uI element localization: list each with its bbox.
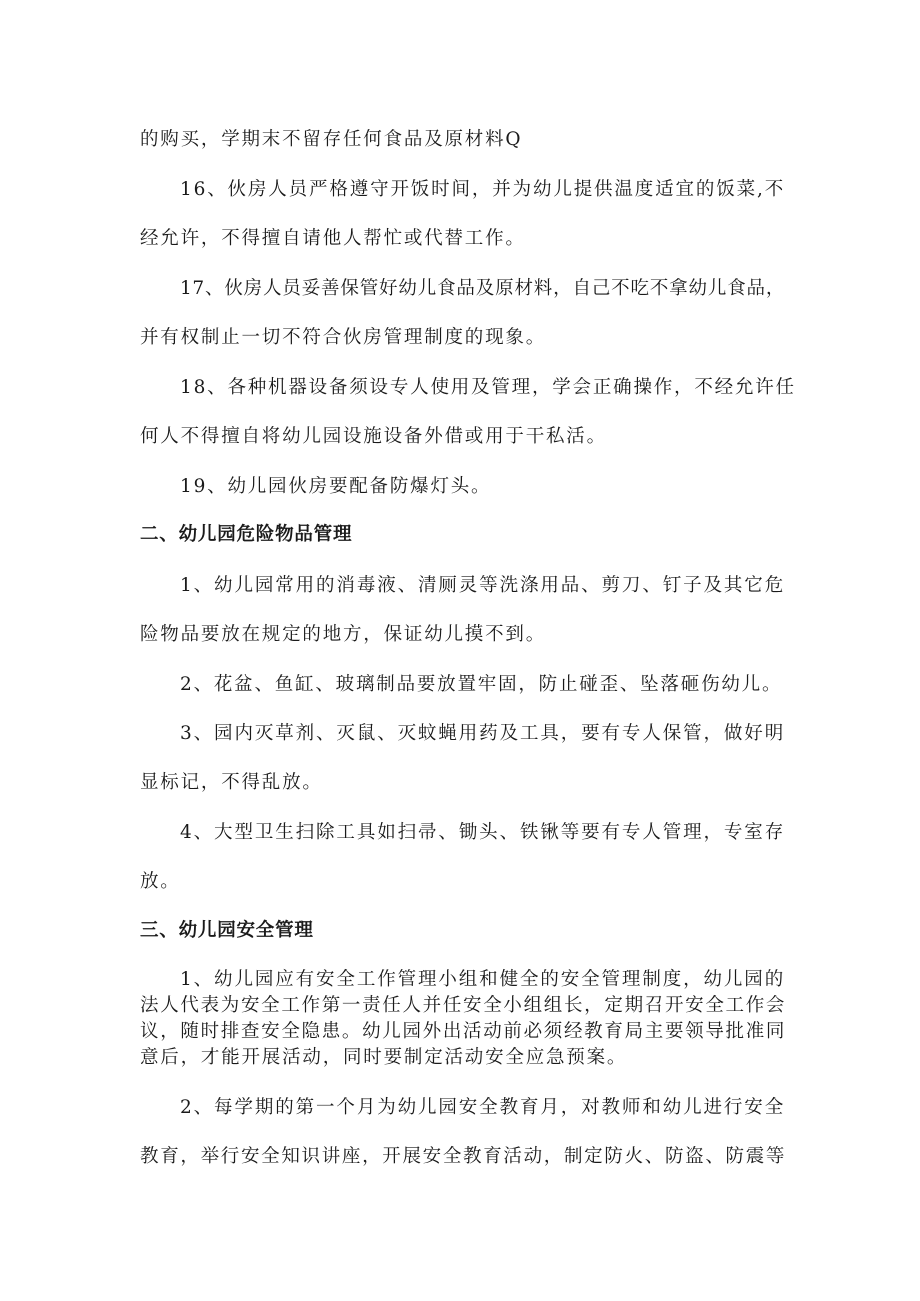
paragraph-line: 18、各种机器设备须设专人使用及管理，学会正确操作，不经允许任: [180, 377, 796, 398]
paragraph-line: 法人代表为安全工作第一责任人并任安全小组组长，定期召开安全工作会: [140, 995, 785, 1016]
paragraph-line: 1、幼儿园常用的消毒液、清厕灵等洗涤用品、剪刀、钉子及其它危: [180, 575, 785, 596]
paragraph-line: 险物品要放在规定的地方，保证幼儿摸不到。: [140, 624, 547, 645]
paragraph-line: 意后，才能开展活动，同时要制定活动安全应急预案。: [140, 1047, 628, 1068]
paragraph-line: 何人不得擅自将幼儿园设施设备外借或用于干私活。: [140, 426, 607, 447]
paragraph-line: 3、园内灭草剂、灭鼠、灭蚊蝇用药及工具，要有专人保管，做好明: [180, 723, 785, 744]
paragraph-line: 放。: [140, 871, 181, 892]
paragraph-line: 经允许，不得擅自请他人帮忙或代替工作。: [140, 228, 526, 249]
paragraph-line: 教育，举行安全知识讲座，开展安全教育活动，制定防火、防盗、防震等: [140, 1146, 785, 1167]
paragraph-line: 2、每学期的第一个月为幼儿园安全教育月，对教师和幼儿进行安全: [180, 1097, 785, 1118]
section-heading: 二、幼儿园危险物品管理: [140, 524, 353, 545]
section-heading: 三、幼儿园安全管理: [140, 920, 314, 941]
paragraph-line: 并有权制止一切不符合伙房管理制度的现象。: [140, 327, 547, 348]
paragraph-line: 的购买，学期末不留存任何食品及原材料Q: [140, 129, 523, 150]
paragraph-line: 19、幼儿园伙房要配备防爆灯头。: [180, 476, 492, 497]
paragraph-line: 4、大型卫生扫除工具如扫帚、锄头、铁锹等要有专人管理，专室存: [180, 822, 785, 843]
paragraph-line: 16、伙房人员严格遵守开饭时间，并为幼儿提供温度适宜的饭菜,不: [180, 179, 785, 200]
paragraph-line: 议，随时排查安全隐患。幼儿园外出活动前必须经教育局主要领导批准同: [140, 1021, 785, 1042]
paragraph-line: 1、幼儿园应有安全工作管理小组和健全的安全管理制度，幼儿园的: [180, 969, 785, 990]
paragraph-line: 2、花盆、鱼缸、玻璃制品要放置牢固，防止碰歪、坠落砸伤幼儿。: [180, 674, 783, 695]
paragraph-line: 17、伙房人员妥善保管好幼儿食品及原材料，自己不吃不拿幼儿食品，: [180, 278, 785, 299]
paragraph-line: 显标记，不得乱放。: [140, 772, 323, 793]
